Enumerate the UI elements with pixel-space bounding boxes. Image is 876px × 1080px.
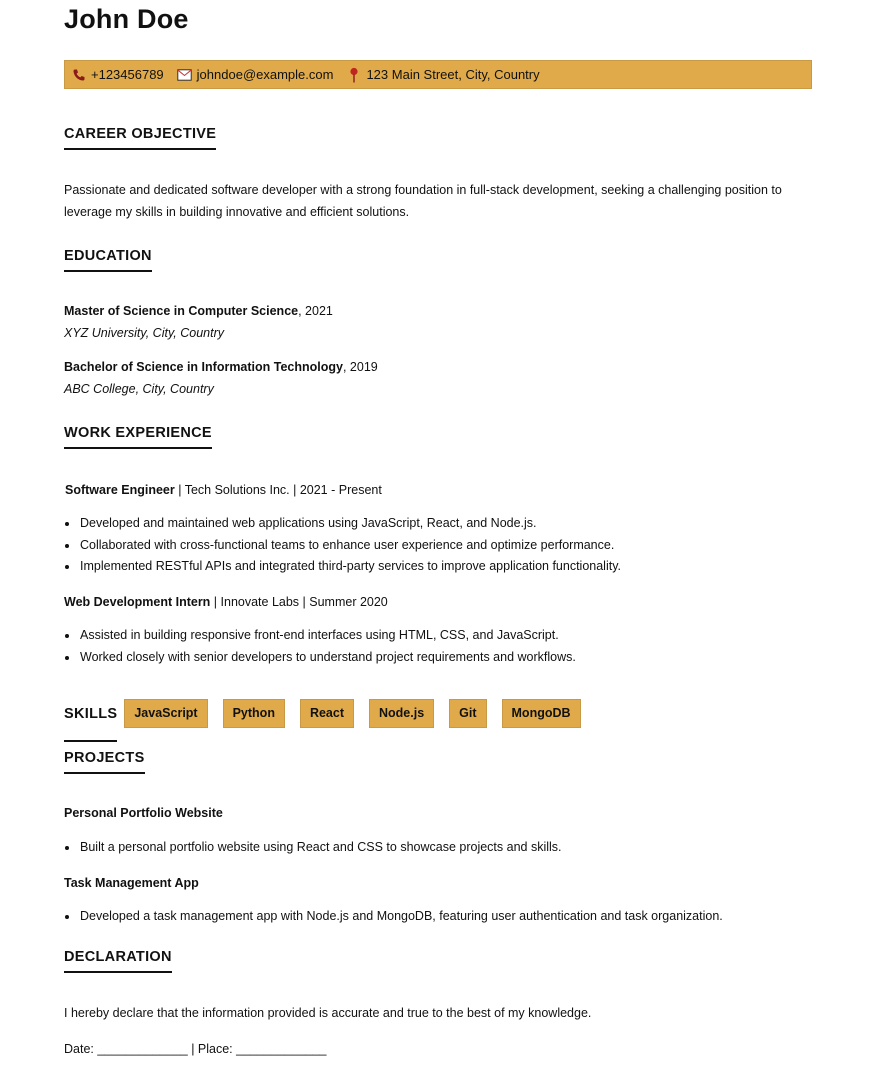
education-entry-title xyxy=(64,360,378,374)
skill-chip: MongoDB xyxy=(502,699,581,728)
contact-phone xyxy=(71,67,164,83)
declaration-text: I hereby declare that the information provided is accurate and true to the best of my knowledge. xyxy=(64,1006,592,1020)
map-pin-icon xyxy=(346,67,362,83)
job-title xyxy=(65,483,382,497)
project-name: Personal Portfolio Website xyxy=(64,806,223,820)
list-item: Implemented RESTful APIs and integrated third-party services to improve application functionality. xyxy=(80,556,840,578)
skill-chip: React xyxy=(300,699,354,728)
job-bullets xyxy=(80,625,840,668)
contact-bar xyxy=(64,60,812,89)
job-meta: | Tech Solutions Inc. | 2021 - Present xyxy=(174,483,382,497)
project-bullets xyxy=(80,906,840,928)
skills-row xyxy=(64,684,596,742)
skill-chip: JavaScript xyxy=(124,699,207,728)
job-title xyxy=(64,595,388,609)
skill-chip: Node.js xyxy=(369,699,434,728)
degree-year: , 2021 xyxy=(298,304,333,318)
phone-icon xyxy=(71,67,87,83)
list-item: Built a personal portfolio website using React and CSS to showcase projects and skills. xyxy=(80,837,840,859)
project-bullets xyxy=(80,837,840,859)
list-item: Assisted in building responsive front-end interfaces using HTML, CSS, and JavaScript. xyxy=(80,625,840,647)
job-role: Web Development Intern xyxy=(64,595,211,609)
email-text[interactable]: johndoe@example.com xyxy=(196,67,334,82)
resume-name: John Doe xyxy=(64,4,189,34)
section-title-declaration: DECLARATION xyxy=(64,949,172,973)
degree-name: Master of Science in Computer Science xyxy=(64,304,299,318)
list-item: Developed and maintained web applications using JavaScript, React, and Node.js. xyxy=(80,513,840,535)
list-item: Collaborated with cross-functional teams to enhance user experience and optimize performance. xyxy=(80,535,840,557)
section-title-career-objective: CAREER OBJECTIVE xyxy=(64,126,216,150)
skill-chips xyxy=(124,699,595,728)
envelope-icon xyxy=(177,67,193,83)
contact-email xyxy=(177,67,334,83)
education-entry-title xyxy=(64,304,333,318)
phone-text[interactable]: +123456789 xyxy=(91,67,164,82)
job-meta: | Innovate Labs | Summer 2020 xyxy=(210,595,388,609)
degree-year: , 2019 xyxy=(342,360,378,374)
education-school: XYZ University, City, Country xyxy=(64,326,224,340)
list-item: Developed a task management app with Node.js and MongoDB, featuring user authentication and task organization. xyxy=(80,906,840,928)
address-text: 123 Main Street, City, Country xyxy=(366,67,540,82)
job-bullets xyxy=(80,513,840,578)
section-title-work-experience: WORK EXPERIENCE xyxy=(64,425,212,449)
job-role: Software Engineer xyxy=(65,483,175,497)
section-title-projects: PROJECTS xyxy=(64,750,145,774)
skill-chip: Git xyxy=(449,699,486,728)
career-objective-text: Passionate and dedicated software developer with a strong foundation in full-stack development, seeking a challenging position to leverage my skills in building innovative and efficient solutions. xyxy=(64,183,782,219)
degree-name: Bachelor of Science in Information Technology xyxy=(64,360,343,374)
project-name: Task Management App xyxy=(64,876,199,890)
declaration-date-place: Date: _____________ | Place: _____________ xyxy=(64,1042,327,1056)
list-item: Worked closely with senior developers to understand project requirements and workflows. xyxy=(80,647,840,669)
skill-chip: Python xyxy=(223,699,285,728)
section-title-education: EDUCATION xyxy=(64,248,152,272)
education-school: ABC College, City, Country xyxy=(64,382,214,396)
contact-address xyxy=(346,67,539,83)
section-title-skills: SKILLS xyxy=(64,706,117,742)
